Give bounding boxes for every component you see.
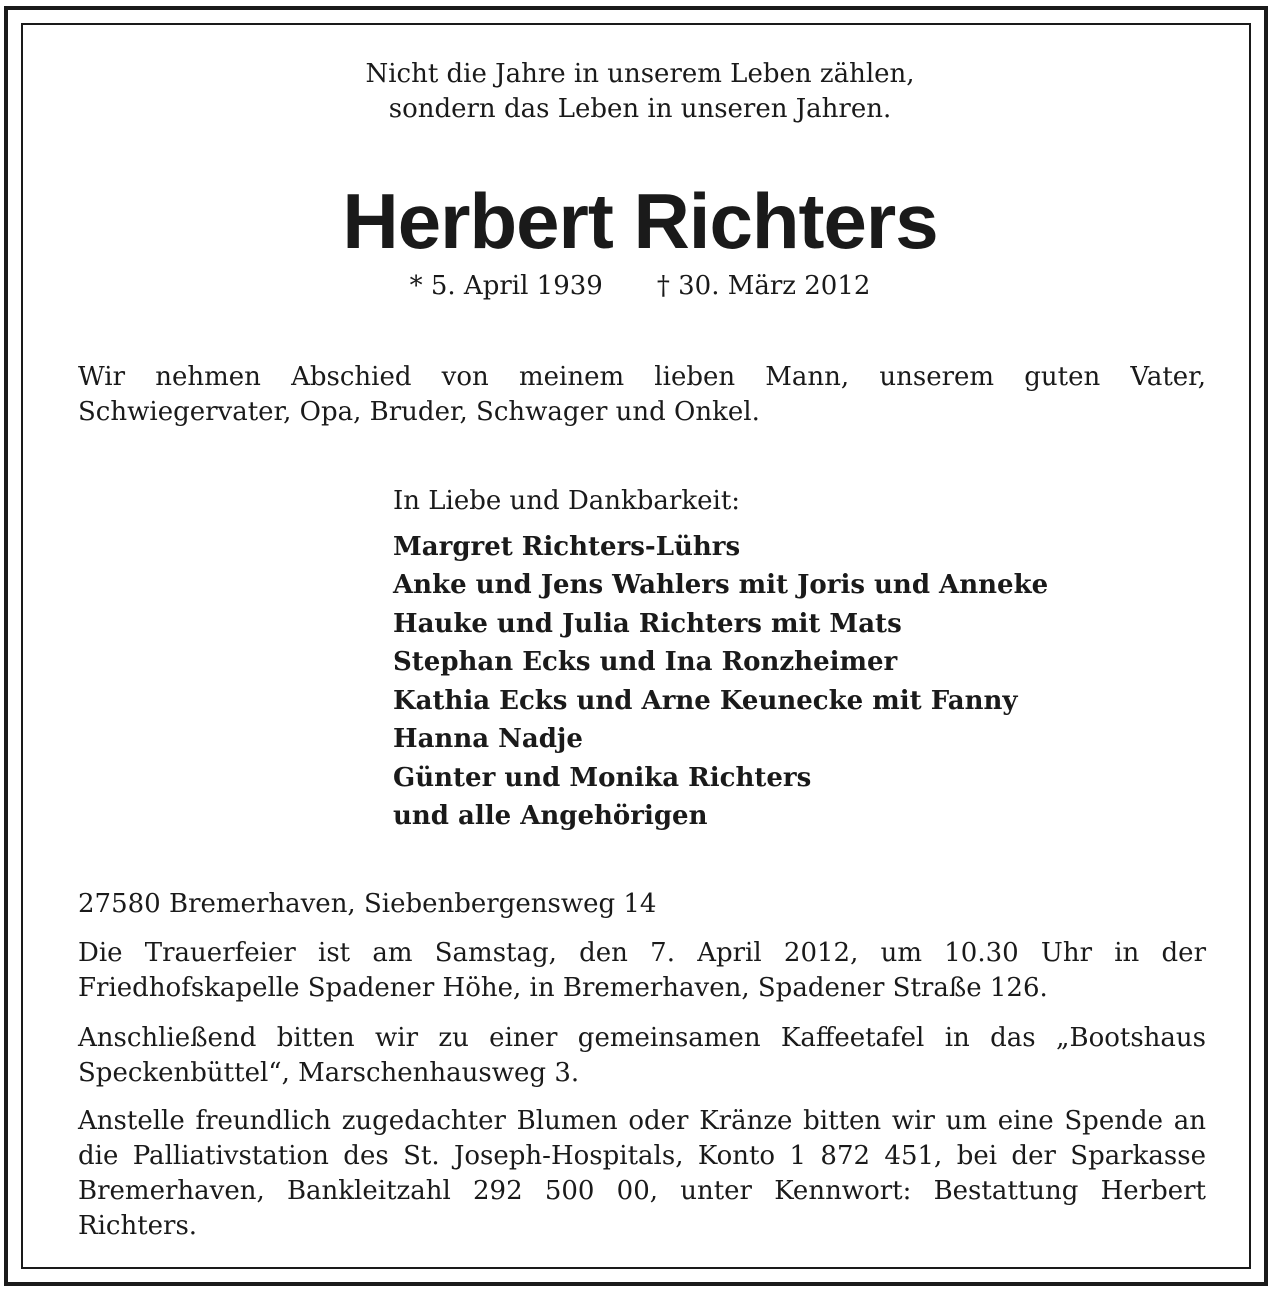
coffee-paragraph: Anschließend bitten wir zu einer gemeinsamen Kaffeetafel in das „Bootshaus Speckenbüttel“, Marschenhausweg 3. xyxy=(78,1023,1206,1088)
deceased-name: Herbert Richters xyxy=(342,177,938,265)
death-date: † 30. März 2012 xyxy=(656,271,871,301)
motto-line-2: sondern das Leben in unseren Jahren. xyxy=(388,94,892,124)
donation-info xyxy=(78,1104,1206,1244)
motto xyxy=(0,57,1280,127)
funeral-paragraph: Die Trauerfeier ist am Samstag, den 7. April 2012, um 10.30 Uhr in der Friedhofskapelle Spadener Höhe, in Bremerhaven, Spadener Straße 126. xyxy=(78,938,1206,1003)
family-signatures xyxy=(393,482,1048,836)
family-member: Stephan Ecks und Ina Ronzheimer xyxy=(393,647,898,677)
coffee-info xyxy=(78,1021,1206,1091)
family-member: Günter und Monika Richters xyxy=(393,762,812,793)
family-member: Margret Richters-Lührs xyxy=(393,531,741,562)
address xyxy=(78,887,1206,922)
donation-paragraph: Anstelle freundlich zugedachter Blumen oder Kränze bitten wir um eine Spende an die Palliativstation des St. Joseph-Hospitals, Konto 1 872 451, bei der Sparkasse Bremerhaven, Bankleitzahl 292 500 00, unter Kennwort: Bestattung Herbert Richters. xyxy=(78,1106,1206,1241)
birth-date: * 5. April 1939 xyxy=(409,271,603,301)
family-member: und alle Angehörigen xyxy=(393,801,708,831)
family-member: Hauke und Julia Richters mit Mats xyxy=(393,608,902,639)
family-member: Hanna Nadje xyxy=(393,724,583,754)
family-heading: In Liebe und Dankbarkeit: xyxy=(393,486,741,516)
motto-line-1: Nicht die Jahre in unserem Leben zählen, xyxy=(365,59,915,89)
farewell-paragraph: Wir nehmen Abschied von meinem lieben Mann, unserem guten Vater, Schwiegervater, Opa, Bruder, Schwager und Onkel. xyxy=(78,362,1206,427)
funeral-info xyxy=(78,936,1206,1006)
farewell-text xyxy=(78,360,1206,430)
life-dates xyxy=(0,268,1280,304)
family-member: Anke und Jens Wahlers mit Joris und Anneke xyxy=(393,570,1049,600)
address-line: 27580 Bremerhaven, Siebenbergensweg 14 xyxy=(78,889,657,919)
family-member: Kathia Ecks und Arne Keunecke mit Fanny xyxy=(393,685,1018,716)
